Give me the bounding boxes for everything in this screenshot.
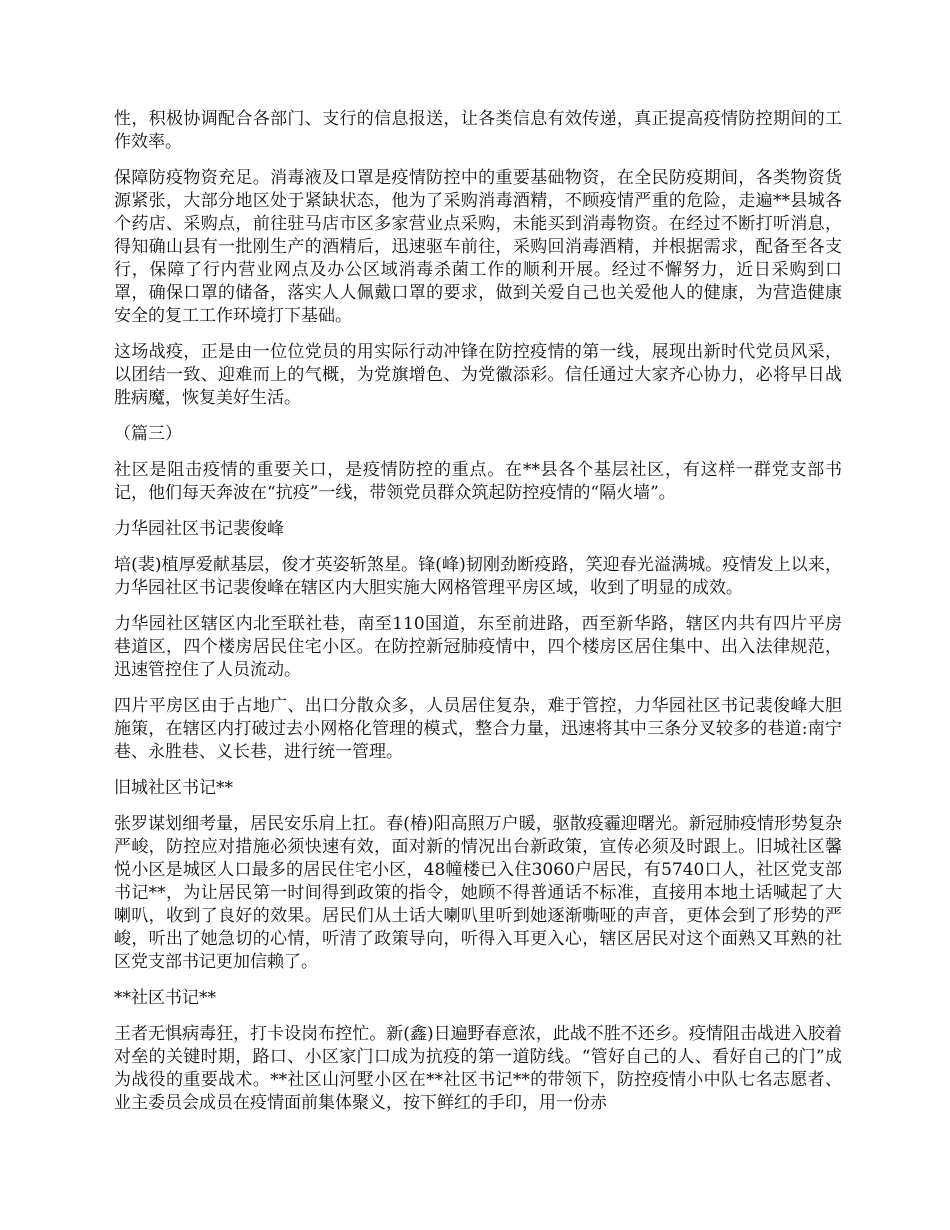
paragraph: 四片平房区由于占地广、出口分散众多，人员居住复杂，难于管控，力华园社区书记裴俊峰大胆施策，在辖区内打破过去小网格化管理的模式，整合力量，迅速将其中三条分叉较多的巷道:南宁巷、永胜巷、义长巷，进行统一管理。 xyxy=(114,696,842,762)
paragraph: 张罗谋划细考量，居民安乐肩上扛。春(椿)阳高照万户暖，驱散疫霾迎曙光。新冠肺疫情形势复杂严峻，防控应对措施必须快速有效，面对新的情况出台新政策，宣传必须及时跟上。旧城社区馨悦小区是城区人口最多的居民住宅小区，48幢楼已入住3060户居民，有5740口人，社区党支部书记**，为让居民第一时间得到政策的指令，她顾不得普通话不标准，直接用本地土话喊起了大喇叭，收到了良好的效果。居民们从土话大喇叭里听到她逐渐嘶哑的声音，更体会到了形势的严峻，听出了她急切的心情，听清了政策导向，听得入耳更入心，辖区居民对这个面熟又耳熟的社区党支部书记更加信赖了。 xyxy=(114,814,842,972)
paragraph: 性，积极协调配合各部门、支行的信息报送，让各类信息有效传递，真正提高疫情防控期间的工作效率。 xyxy=(114,109,842,152)
paragraph: 保障防疫物资充足。消毒液及口罩是疫情防控中的重要基础物资，在全民防疫期间，各类物资货源紧张，大部分地区处于紧缺状态，他为了采购消毒酒精，不顾疫情严重的危险，走遍**县城各个药店、采购点，前往驻马店市区多家营业点采购，未能买到消毒物资。在经过不断打听消息，得知确山县有一批刚生产的酒精后，迅速驱车前往，采购回消毒酒精，并根据需求，配备至各支行，保障了行内营业网点及办公区域消毒杀菌工作的顺利开展。经过不懈努力，近日采购到口罩，确保口罩的储备，落实人人佩戴口罩的要求，做到关爱自己也关爱他人的健康，为营造健康安全的复工工作环境打下基础。 xyxy=(114,168,842,326)
paragraph: 力华园社区辖区内北至联社巷，南至110国道，东至前进路，西至新华路，辖区内共有四片平房巷道区，四个楼房居民住宅小区。在防控新冠肺疫情中，四个楼房区居住集中、出入法律规范，迅速管控住了人员流动。 xyxy=(114,614,842,680)
subsection-heading: 旧城社区书记** xyxy=(114,778,233,798)
paragraph: 培(裴)植厚爱献基层，俊才英姿斩煞星。锋(峰)韧刚劲断疫路，笑迎春光溢满城。疫情发上以来，力华园社区书记裴俊峰在辖区内大胆实施大网格管理平房区域，收到了明显的成效。 xyxy=(114,555,842,598)
subsection-heading: **社区书记** xyxy=(114,988,216,1008)
section-heading: （篇三） xyxy=(114,424,182,444)
paragraph: 这场战疫，正是由一位位党员的用实际行动冲锋在防控疫情的第一线，展现出新时代党员风采，以团结一致、迎难而上的气概，为党旗增色、为党徽添彩。信任通过大家齐心协力，必将早日战胜病魔，恢复美好生活。 xyxy=(114,342,842,408)
document-page xyxy=(114,108,842,1128)
paragraph: 社区是阻击疫情的重要关口，是疫情防控的重点。在**县各个基层社区，有这样一群党支部书记，他们每天奔波在“抗疫”一线，带领党员群众筑起防控疫情的“隔火墙”。 xyxy=(114,460,842,503)
paragraph: 王者无惧病毒狂，打卡设岗布控忙。新(鑫)日遍野春意浓，此战不胜不还乡。疫情阻击战进入胶着对垒的关键时期，路口、小区家门口成为抗疫的第一道防线。“管好自己的人、看好自己的门”成为战役的重要战术。**社区山河墅小区在**社区书记**的带领下，防控疫情小中队七名志愿者、业主委员会成员在疫情面前集体聚义，按下鲜红的手印，用一份赤 xyxy=(114,1024,842,1113)
subsection-heading: 力华园社区书记裴俊峰 xyxy=(114,519,284,539)
